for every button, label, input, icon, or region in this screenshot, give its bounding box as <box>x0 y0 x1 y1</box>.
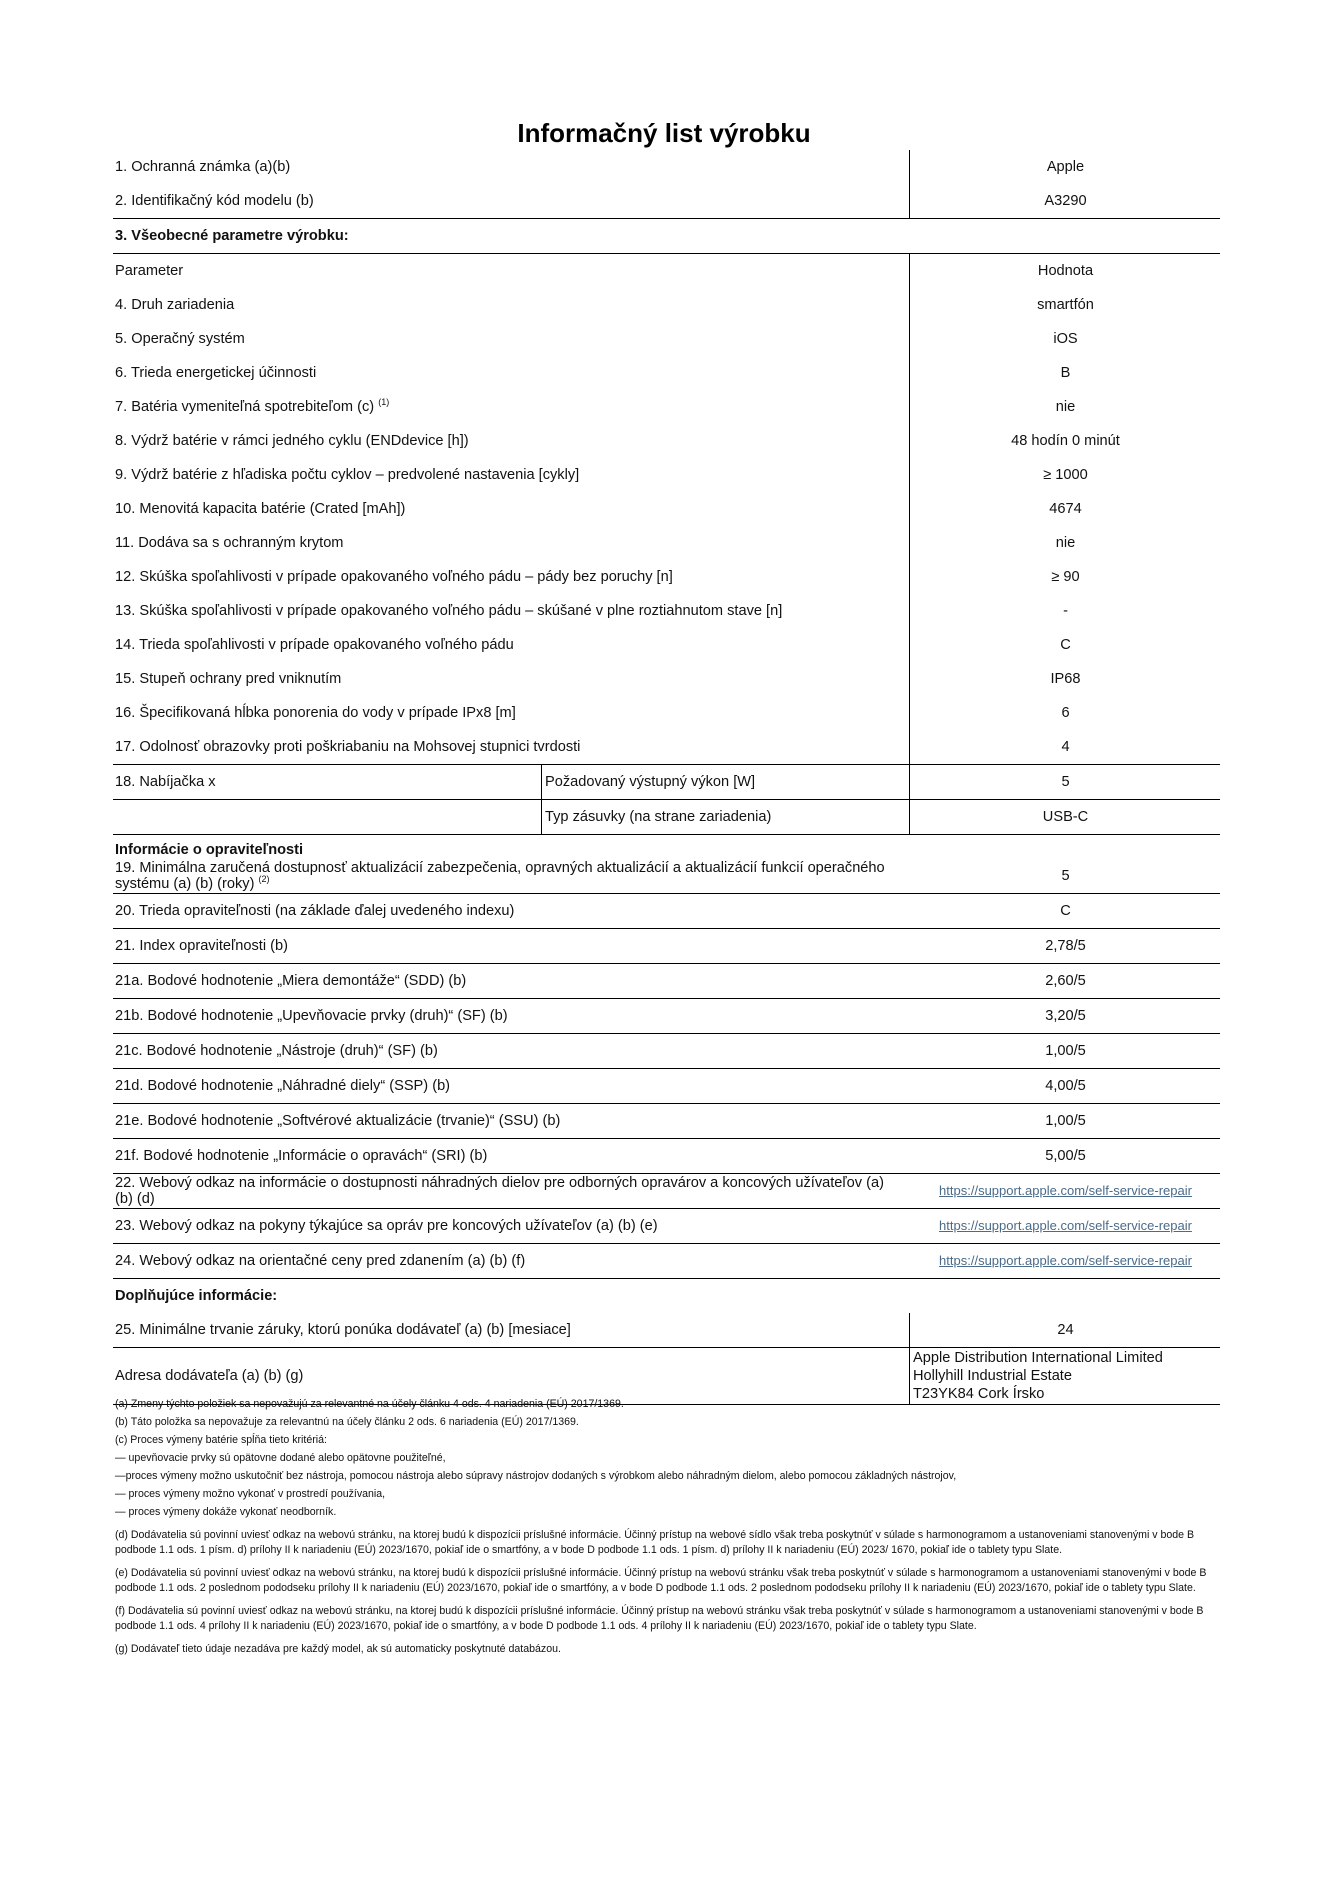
row-label: 11. Dodáva sa s ochranným krytom <box>115 535 344 551</box>
table-row <box>113 1034 1220 1069</box>
row-label: 16. Špecifikovaná hĺbka ponorenia do vody v prípade IPx8 [m] <box>115 705 516 721</box>
section-heading <box>113 835 1220 859</box>
table-row <box>113 1069 1220 1104</box>
row-label: 12. Skúška spoľahlivosti v prípade opakovaného voľného pádu – pády bez poruchy [n] <box>115 569 673 585</box>
footnote-ref: (2) <box>258 874 270 884</box>
column-divider <box>909 800 910 834</box>
row-label: 22. Webový odkaz na informácie o dostupnosti náhradných dielov pre odborných opravárov a koncových užívateľov (a) (b) (d) <box>115 1175 884 1207</box>
row-label: 14. Trieda spoľahlivosti v prípade opakovaného voľného pádu <box>115 637 514 653</box>
table-row <box>113 662 1220 696</box>
column-divider <box>909 526 910 560</box>
row-value: 2,60/5 <box>1045 973 1086 989</box>
row-value: 6 <box>1061 705 1070 721</box>
row-label-text: 19. Minimálna zaručená dostupnosť aktualizácií zabezpečenia, opravných aktualizácií a aktualizácií funkcií operačného systému (a) (b) (roky) <box>115 860 885 892</box>
row-value: 24 <box>1057 1322 1074 1338</box>
column-divider <box>909 628 910 662</box>
footnotes <box>115 1397 1220 1660</box>
table-row <box>113 458 1220 492</box>
table-row <box>113 1209 1220 1244</box>
row-label: 25. Minimálne trvanie záruky, ktorú ponúka dodávateľ (a) (b) [mesiace] <box>115 1322 571 1338</box>
row-label: 4. Druh zariadenia <box>115 297 235 313</box>
row-value: 5 <box>1061 868 1070 884</box>
column-divider <box>909 390 910 424</box>
row-value: nie <box>1055 399 1076 415</box>
column-divider <box>909 696 910 730</box>
row-value: C <box>1060 637 1071 653</box>
row-value: ≥ 1000 <box>1043 467 1088 483</box>
row-label: 1. Ochranná známka (a)(b) <box>115 159 291 175</box>
row-value: 3,20/5 <box>1045 1008 1086 1024</box>
table-row <box>113 696 1220 730</box>
column-divider <box>909 288 910 322</box>
column-divider <box>909 424 910 458</box>
row-label: 23. Webový odkaz na pokyny týkajúce sa opráv pre koncových užívateľov (a) (b) (e) <box>115 1218 658 1234</box>
footnote: (g) Dodávateľ tieto údaje nezadáva pre každý model, ak sú automaticky poskytnuté databázou. <box>115 1643 561 1655</box>
table-row <box>113 492 1220 526</box>
table-row <box>113 1313 1220 1348</box>
table-header-row <box>113 254 1220 288</box>
table-row <box>113 628 1220 662</box>
page-title: Informačný list výrobku <box>517 118 811 148</box>
footnote-ref: (1) <box>378 397 390 407</box>
column-divider <box>541 800 542 834</box>
table-row <box>113 1139 1220 1174</box>
row-value: 48 hodín 0 minút <box>1011 433 1120 449</box>
row-label: 21e. Bodové hodnotenie „Softvérové aktualizácie (trvanie)“ (SSU) (b) <box>115 1113 561 1129</box>
column-divider <box>909 492 910 526</box>
table-row <box>113 1244 1220 1279</box>
footnote: (f) Dodávatelia sú povinní uviesť odkaz na webovú stránku, na ktorej budú k dispozícii príslušné informácie. Účinný prístup na webovú stránku však treba poskytnúť v súlade s harmonogramom a ustanoveniami stanovenými v bode B podbode 1.1 ods. 4 prílohy II k nariadeniu (EÚ) 2023/1670, pokiaľ ide o smartfóny, a v bode D podbode 1.1 ods. 4 prílohy II k nariadeniu (EÚ) 2023/1670, pokiaľ ide o tablety typu Slate. <box>115 1605 1204 1632</box>
table-row <box>113 730 1220 765</box>
row-label: 21. Index opraviteľnosti (b) <box>115 938 288 954</box>
row-value: 2,78/5 <box>1045 938 1086 954</box>
row-label: 20. Trieda opraviteľnosti (na základe ďalej uvedeného indexu) <box>115 903 515 919</box>
column-divider <box>909 1348 910 1404</box>
address-line: Apple Distribution International Limited <box>913 1350 1163 1366</box>
footnote: —proces výmeny možno uskutočniť bez nástroja, pomocou nástroja alebo súpravy nástrojov dodaných s výrobkom alebo náhradným dielom, alebo pomocou základných nástrojov, <box>115 1470 957 1482</box>
address-line: Hollyhill Industrial Estate <box>913 1368 1072 1384</box>
row-label: 18. Nabíjačka x <box>115 774 216 790</box>
row-value: 4674 <box>1049 501 1082 517</box>
table-row <box>113 390 1220 424</box>
row-label: 5. Operačný systém <box>115 331 245 347</box>
table-row <box>113 424 1220 458</box>
row-label: 21b. Bodové hodnotenie „Upevňovacie prvky (druh)“ (SF) (b) <box>115 1008 508 1024</box>
repair-link[interactable]: https://support.apple.com/self-service-repair <box>939 1183 1192 1198</box>
section-heading <box>113 219 1220 254</box>
row-label: 10. Menovitá kapacita batérie (Crated [mAh]) <box>115 501 406 517</box>
footnote: (e) Dodávatelia sú povinní uviesť odkaz na webovú stránku, na ktorej budú k dispozícii príslušné informácie. Účinný prístup na webovú stránku však treba poskytnúť v súlade s harmonogramom a ustanoveniami stanovenými v bode B podbode 1.1 ods. 2 poslednom pododseku prílohy II k nariadeniu (EÚ) 2023/1670, pokiaľ ide o smartfóny, a v bode D podbode 1.1 ods. 2 poslednom pododseku prílohy II k nariadeniu (EÚ) 2023/1670, pokiaľ ide o tablety typu Slate. <box>115 1567 1207 1594</box>
row-value: A3290 <box>1044 193 1087 209</box>
column-divider <box>909 662 910 696</box>
row-value: iOS <box>1053 331 1078 347</box>
row-value: - <box>1063 603 1068 619</box>
column-divider <box>909 322 910 356</box>
row-value: Apple <box>1046 159 1085 175</box>
table-row <box>113 356 1220 390</box>
row-label: 6. Trieda energetickej účinnosti <box>115 365 317 381</box>
column-divider <box>909 560 910 594</box>
row-label-text: 7. Batéria vymeniteľná spotrebiteľom (c) <box>115 399 375 415</box>
charger-sub-label: Požadovaný výstupný výkon [W] <box>545 774 756 790</box>
row-value: IP68 <box>1050 671 1081 687</box>
row-label: 21f. Bodové hodnotenie „Informácie o opravách“ (SRI) (b) <box>115 1148 488 1164</box>
row-value: 1,00/5 <box>1045 1043 1086 1059</box>
row-value: 5 <box>1061 774 1070 790</box>
table-row <box>113 322 1220 356</box>
section-label: 3. Všeobecné parametre výrobku: <box>115 228 349 244</box>
row-value: 4,00/5 <box>1045 1078 1086 1094</box>
table-row <box>113 526 1220 560</box>
row-value: USB-C <box>1042 809 1089 825</box>
repair-link[interactable]: https://support.apple.com/self-service-repair <box>939 1218 1192 1233</box>
row-value <box>911 1209 1220 1243</box>
footnote: (a) Zmeny týchto položiek sa nepovažujú za relevantné na účely článku 4 ods. 4 nariadenia (EÚ) 2017/1369. <box>115 1398 624 1410</box>
row-label: 21d. Bodové hodnotenie „Náhradné diely“ (SSP) (b) <box>115 1078 451 1094</box>
column-divider <box>909 184 910 218</box>
table-row <box>113 999 1220 1034</box>
row-value <box>911 1244 1220 1278</box>
column-divider <box>909 254 910 288</box>
section-heading <box>113 1279 1220 1313</box>
row-value: B <box>1060 365 1071 381</box>
row-value: ≥ 90 <box>1051 569 1080 585</box>
section-label: Informácie o opraviteľnosti <box>115 842 304 858</box>
column-divider <box>909 765 910 799</box>
header-parameter: Parameter <box>115 263 184 279</box>
row-value <box>911 1174 1220 1208</box>
row-label: 17. Odolnosť obrazovky proti poškriabaniu na Mohsovej stupnici tvrdosti <box>115 739 581 755</box>
row-label: 8. Výdrž batérie v rámci jedného cyklu (ENDdevice [h]) <box>115 433 469 449</box>
table-row <box>113 594 1220 628</box>
row-label: 15. Stupeň ochrany pred vniknutím <box>115 671 342 687</box>
row-label: 21c. Bodové hodnotenie „Nástroje (druh)“ (SF) (b) <box>115 1043 438 1059</box>
charger-sub-label: Typ zásuvky (na strane zariadenia) <box>545 809 772 825</box>
charger-row <box>113 800 1220 835</box>
table-row <box>113 894 1220 929</box>
row-value: 1,00/5 <box>1045 1113 1086 1129</box>
table-row <box>113 964 1220 999</box>
column-divider <box>909 730 910 764</box>
table-row <box>113 184 1220 219</box>
row-label: 2. Identifikačný kód modelu (b) <box>115 193 314 209</box>
footnote: (c) Proces výmeny batérie spĺňa tieto kritériá: <box>115 1434 327 1446</box>
address-line: T23YK84 Cork Írsko <box>913 1386 1045 1402</box>
row-value: nie <box>1055 535 1076 551</box>
row-label: 13. Skúška spoľahlivosti v prípade opakovaného voľného pádu – skúšané v plne roztiahnutom stave [n] <box>115 603 783 619</box>
row-label <box>115 390 389 424</box>
table-row <box>113 560 1220 594</box>
table-row <box>113 1104 1220 1139</box>
row-label: 24. Webový odkaz na orientačné ceny pred zdanením (a) (b) (f) <box>115 1253 526 1269</box>
footnote: — proces výmeny dokáže vykonať neodborník. <box>115 1506 337 1518</box>
footnote: — proces výmeny možno vykonať v prostredí používania, <box>115 1488 386 1500</box>
row-label <box>115 860 895 892</box>
supplier-address <box>913 1349 1163 1403</box>
product-info-table <box>113 150 1220 1405</box>
column-divider <box>909 594 910 628</box>
footnote: (b) Táto položka sa nepovažuje za relevantnú na účely článku 2 ods. 6 nariadenia (EÚ) 2017/1369. <box>115 1416 579 1428</box>
table-row <box>113 1174 1220 1209</box>
row-label: 9. Výdrž batérie z hľadiska počtu cyklov – predvolené nastavenia [cykly] <box>115 467 580 483</box>
repair-link[interactable]: https://support.apple.com/self-service-repair <box>939 1253 1192 1268</box>
section-label: Doplňujúce informácie: <box>115 1288 278 1304</box>
header-value: Hodnota <box>1037 263 1094 279</box>
column-divider <box>909 458 910 492</box>
footnote: (d) Dodávatelia sú povinní uviesť odkaz na webovú stránku, na ktorej budú k dispozícii príslušné informácie. Účinný prístup na webové sídlo však treba poskytnúť v súlade s harmonogramom a ustanoveniami stanovenými v bode B podbode 1.1 ods. 1 písm. d) prílohy II k nariadeniu (EÚ) 2023/1670, pokiaľ ide o smartfóny, a v bode D podbode 1.1 ods. 1 písm. d) prílohy II k nariadeniu (EÚ) 2023/ 1670, pokiaľ ide o tablety typu Slate. <box>115 1529 1195 1556</box>
table-row <box>113 859 1220 894</box>
column-divider <box>909 150 910 184</box>
row-value: C <box>1060 903 1071 919</box>
row-label: Adresa dodávateľa (a) (b) (g) <box>115 1368 304 1384</box>
table-row <box>113 288 1220 322</box>
column-divider <box>541 765 542 799</box>
footnote: — upevňovacie prvky sú opätovne dodané alebo opätovne použiteľné, <box>115 1452 446 1464</box>
column-divider <box>909 356 910 390</box>
column-divider <box>909 1313 910 1347</box>
row-value: 4 <box>1061 739 1070 755</box>
row-label: 21a. Bodové hodnotenie „Miera demontáže“ (SDD) (b) <box>115 973 467 989</box>
row-value: 5,00/5 <box>1045 1148 1086 1164</box>
table-row <box>113 150 1220 184</box>
table-row <box>113 929 1220 964</box>
charger-row <box>113 765 1220 800</box>
row-value: smartfón <box>1037 297 1094 313</box>
